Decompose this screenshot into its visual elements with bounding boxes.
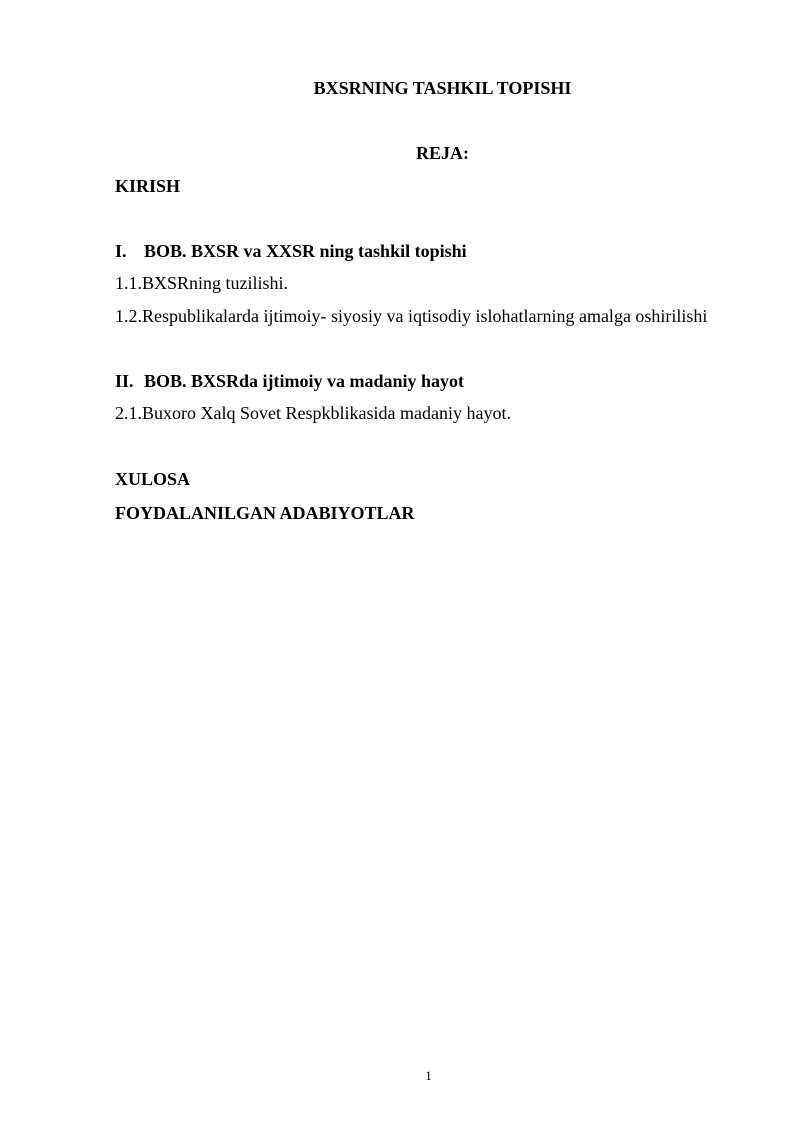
chapter-1-heading [115,240,467,262]
references-heading: FOYDALANILGAN ADABIYOTLAR [115,503,415,523]
section-1-1: 1.1.BXSRning tuzilishi. [115,273,289,293]
section-2-1: 2.1.Buxoro Xalq Sovet Respkblikasida madaniy hayot. [115,403,511,423]
page-number: 1 [425,1068,432,1083]
chapter-2-heading [115,370,464,392]
chapter-2-number: II. [115,371,134,391]
introduction-heading: KIRISH [115,176,181,196]
conclusion-heading: XULOSA [115,469,191,489]
section-1-2: 1.2.Respublikalarda ijtimoiy- siyosiy va iqtisodiy islohatlarning amalga oshirilishi [115,306,708,326]
document-title: BXSRNING TASHKIL TOPISHI [313,78,572,98]
chapter-1-number: I. [115,241,127,261]
chapter-1-title: BOB. BXSR va XXSR ning tashkil topishi [144,241,467,261]
chapter-2-title: BOB. BXSRda ijtimoiy va madaniy hayot [144,371,465,391]
plan-heading: REJA: [416,143,469,163]
